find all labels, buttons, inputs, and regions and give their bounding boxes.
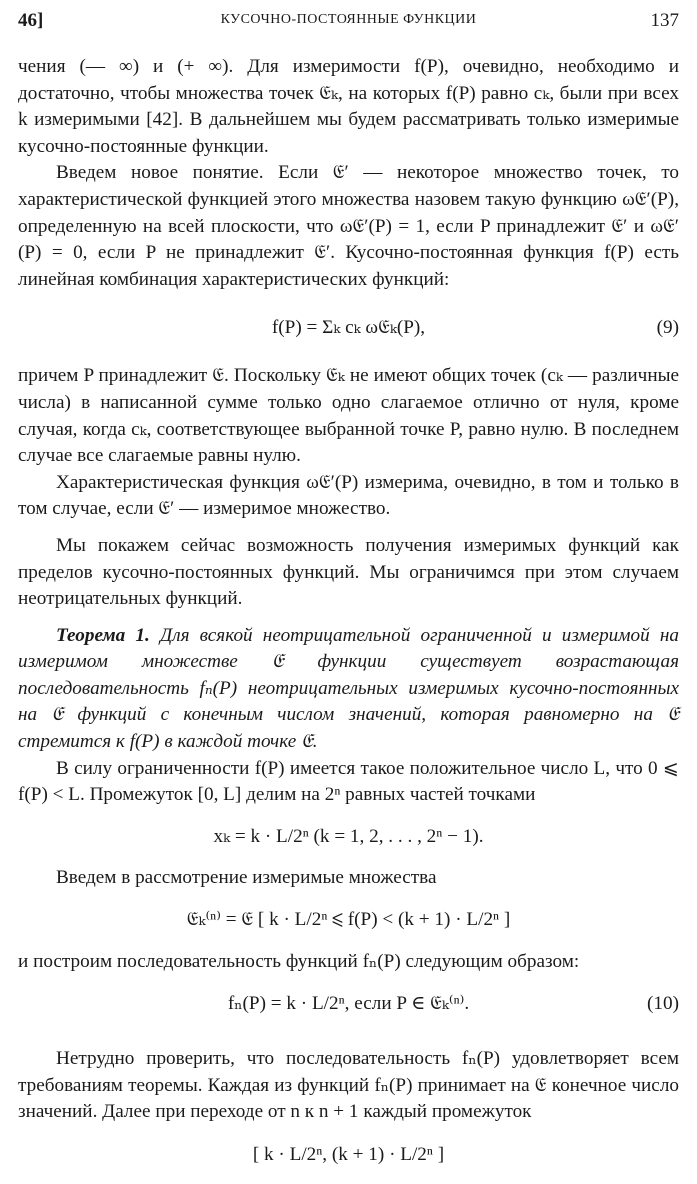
page-number: 137 (650, 10, 679, 31)
paragraph-proof-start: В силу ограниченности f(P) имеется такое положительное число L, что 0 ⩽ f(P) < L. Промежуток [0, L] делим на 2ⁿ равных частей точками (18, 757, 679, 806)
equation-9-body: f(P) = Σₖ cₖ ω𝔈ₖ(P), (271, 317, 426, 339)
paragraph-sequence-intro: и построим последовательность функций fₙ(P) следующим образом: (18, 951, 580, 973)
equation-sets-body: 𝔈ₖ⁽ⁿ⁾ = 𝔈 [ k · L/2ⁿ ⩽ f(P) < (k + 1) · L/2ⁿ ] (186, 909, 511, 931)
theorem-heading: Теорема 1. (56, 624, 150, 646)
equation-10-body: fₙ(P) = k · L/2ⁿ, если P ∈ 𝔈ₖ⁽ⁿ⁾. (227, 993, 470, 1015)
paragraph-sum-explanation: причем P принадлежит 𝔈. Поскольку 𝔈ₖ не имеют общих точек (cₖ — различные числа) в написанной сумме только одно слагаемое отлично от нуля, кроме случая, когда cₖ, соответствующее выбранной точке P, равно нулю. В последнем случае все слагаемые равны нулю. (18, 365, 679, 467)
page-body (18, 54, 679, 1184)
running-title: КУСОЧНО-ПОСТОЯННЫЕ ФУНКЦИИ (220, 12, 477, 27)
equation-interval (18, 1126, 679, 1184)
page-header (18, 10, 679, 38)
equation-sets (18, 891, 679, 949)
theorem-1 (18, 623, 679, 756)
theorem-statement: Для всякой неотрицательной ограниченной и измеримой на измеримом множестве 𝔈 функции существует возрастающая последовательность fₙ(P) неотрицательных измеримых кусочно-постоянных на 𝔈 функций с конечным числом значений, которая равномерно на 𝔈 стремится к f(P) в каждой точке 𝔈. (18, 624, 679, 753)
section-number: 46] (18, 10, 44, 31)
equation-10-number: (10) (647, 993, 679, 1015)
equation-division-points-body: xₖ = k · L/2ⁿ (k = 1, 2, . . . , 2ⁿ − 1). (213, 825, 484, 847)
paragraph-verification: Нетрудно проверить, что последовательность fₙ(P) удовлетворяет всем требованиям теоремы. Каждая из функций fₙ(P) принимает на 𝔈 конечное число значений. Далее при переходе от n к n + 1 каждый промежуток (18, 1048, 679, 1123)
paragraph-continuation: чения (— ∞) и (+ ∞). Для измеримости f(P), очевидно, необходимо и достаточно, чтобы множества точек 𝔈ₖ, на которых f(P) равно cₖ, были при всех k измеримыми [42]. В дальнейшем мы будем рассматривать только измеримые кусочно-постоянные функции. (18, 56, 679, 157)
equation-9 (18, 293, 679, 363)
paragraph-sets-intro: Введем в рассмотрение измеримые множества (56, 866, 437, 888)
equation-9-number: (9) (656, 317, 679, 339)
equation-division-points (18, 809, 679, 865)
paragraph-measurability: Характеристическая функция ω𝔈′(P) измерима, очевидно, в том и только в том случае, если 𝔈′ — измеримое множество. (18, 471, 679, 520)
paragraph-characteristic-function: Введем новое понятие. Если 𝔈′ — некоторое множество точек, то характеристической функцией этого множества назовем такую функцию ω𝔈′(P), определенную на всей плоскости, что ω𝔈′(P) = 1, если P принадлежит 𝔈′ и ω𝔈′(P) = 0, если P не принадлежит 𝔈′. Кусочно-постоянная функция f(P) есть линейная комбинация характеристических функций: (18, 162, 679, 290)
equation-interval-body: [ k · L/2ⁿ, (k + 1) · L/2ⁿ ] (252, 1143, 445, 1165)
paragraph-limits: Мы покажем сейчас возможность получения измеримых функций как пределов кусочно-постоянных функций. Мы ограничимся при этом случаем неотрицательных функций. (18, 534, 679, 610)
equation-10 (18, 976, 679, 1032)
